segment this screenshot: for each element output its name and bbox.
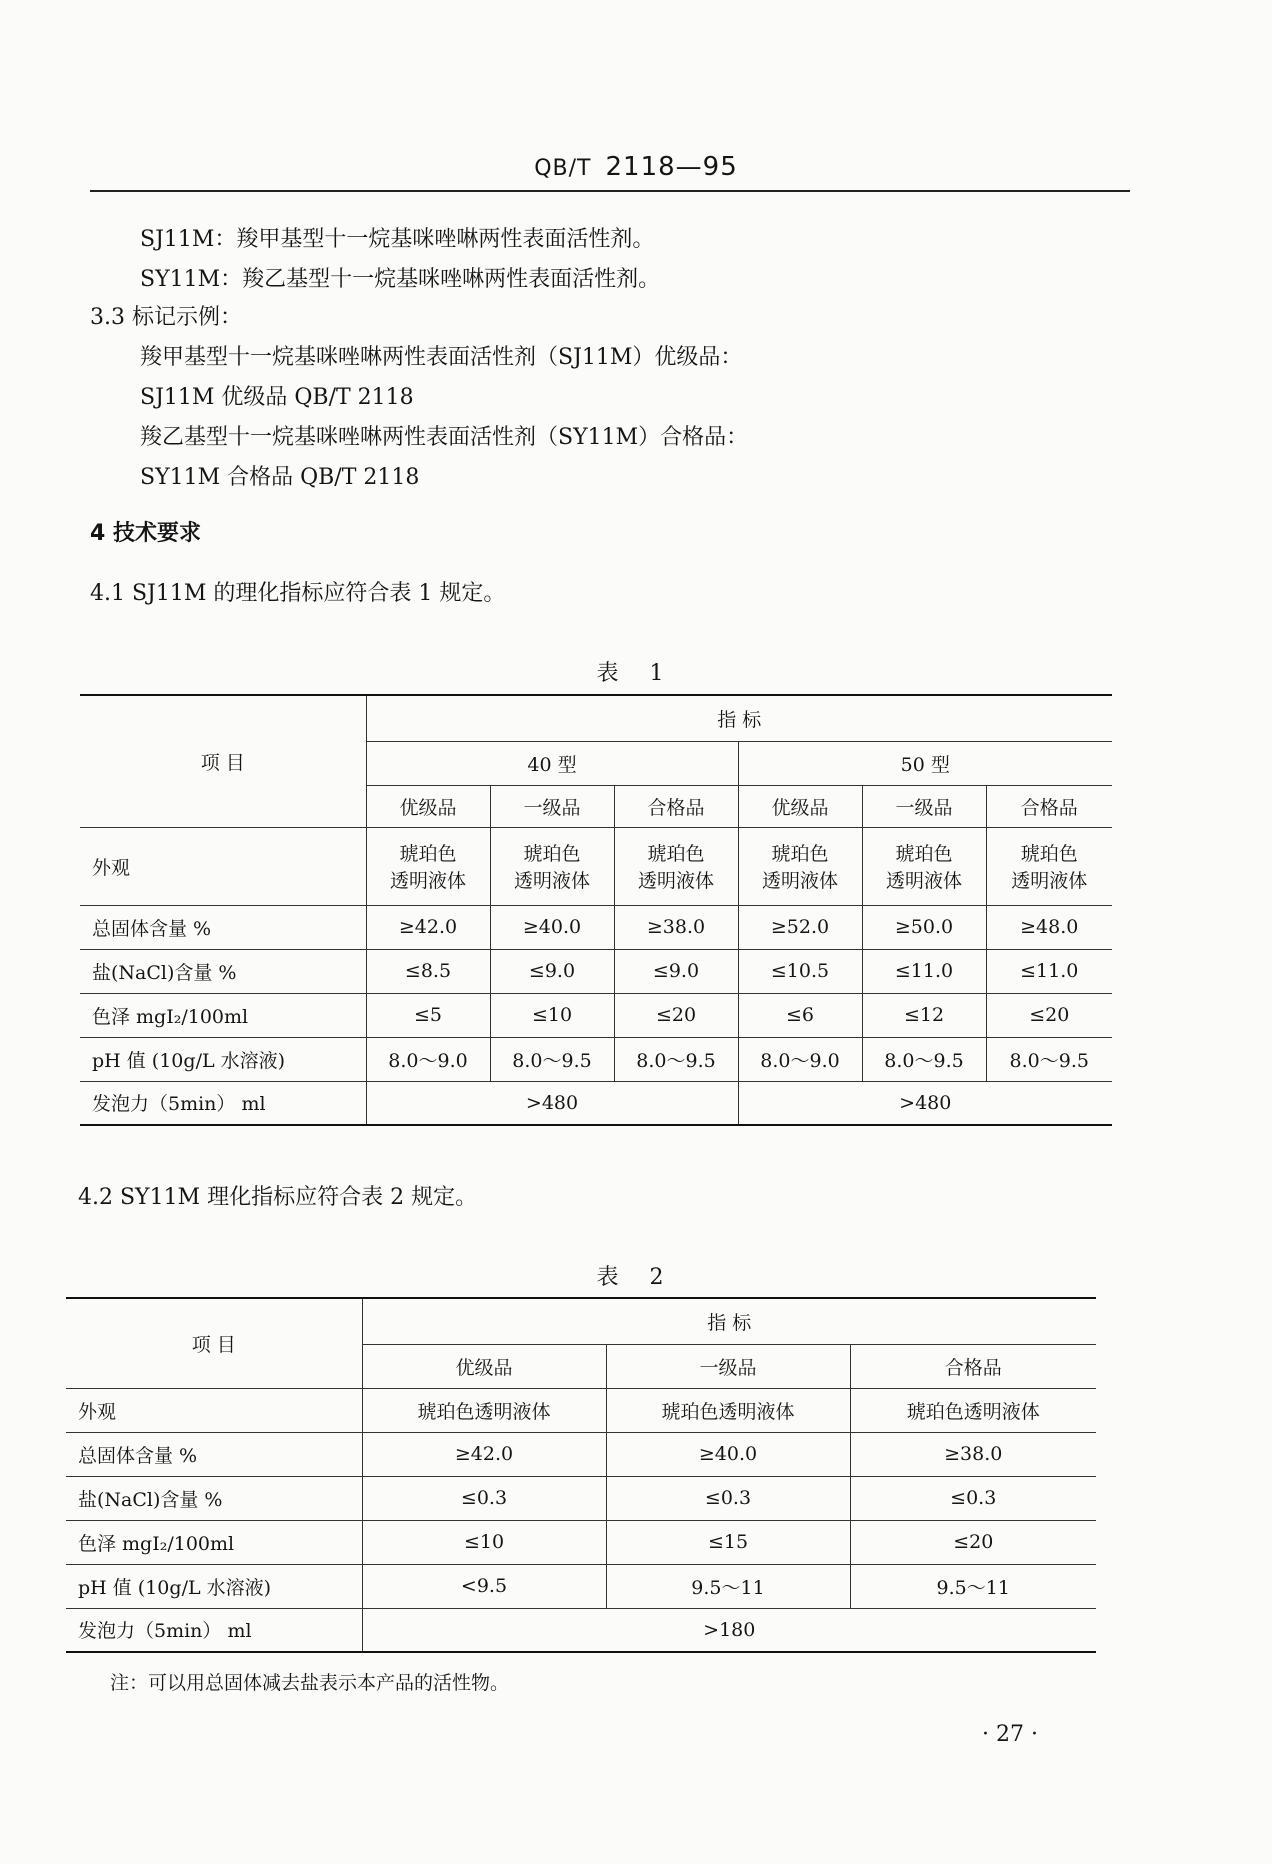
cell-line: 透明液体 (389, 870, 466, 892)
table2-item-header: 项 目 (66, 1298, 362, 1388)
page-header (0, 152, 1272, 182)
cell-line: 琥珀色 (895, 843, 953, 865)
table1-row (80, 993, 1112, 1037)
table1-cell: ≥38.0 (614, 905, 738, 949)
table2-caption: 表 2 (596, 1265, 676, 1290)
table1-cell: ≥42.0 (366, 905, 490, 949)
table1-grade-header: 一级品 (862, 785, 986, 827)
table2-row-label: pH 值 (10g/L 水溶液) (66, 1564, 362, 1608)
table2-row (66, 1520, 1096, 1564)
table1-cell: ≥48.0 (986, 905, 1112, 949)
cell-line: 琥珀色 (647, 843, 705, 865)
header-rule (90, 190, 1130, 192)
table1-cell: >480 (738, 1081, 1112, 1125)
table1-cell: ≤9.0 (614, 949, 738, 993)
table1-row-label: 总固体含量 % (80, 905, 366, 949)
marking-example-line: SJ11M 优级品 QB/T 2118 (140, 385, 414, 410)
intro-line-sy11m: SY11M：羧乙基型十一烷基咪唑啉两性表面活性剂。 (140, 267, 661, 292)
table2-cell: ≤10 (362, 1520, 606, 1564)
table2-cell: ≤0.3 (850, 1476, 1096, 1520)
table1-cell: ≥50.0 (862, 905, 986, 949)
table1-cell: ≤10 (490, 993, 614, 1037)
cell-line: 琥珀色 (399, 843, 457, 865)
table1-cell (862, 827, 986, 905)
section-4-1-text: 4.1 SJ11M 的理化指标应符合表 1 规定。 (90, 581, 506, 606)
marking-example-line: 羧乙基型十一烷基咪唑啉两性表面活性剂（SY11M）合格品： (140, 425, 749, 450)
table2-cell: ≤15 (606, 1520, 850, 1564)
section-4-heading-text: 4 技术要求 (90, 521, 201, 546)
table1-row-label: 发泡力（5min） ml (80, 1081, 366, 1125)
table1-cell: ≤12 (862, 993, 986, 1037)
page-number: · 27 · (982, 1722, 1038, 1747)
cell-line: 透明液体 (513, 870, 590, 892)
table1-cell: ≥40.0 (490, 905, 614, 949)
table1-cell (738, 827, 862, 905)
table1-grade-header: 合格品 (614, 785, 738, 827)
table2-grade-header: 合格品 (850, 1344, 1096, 1388)
table1 (80, 694, 1112, 1126)
standard-code: QB/T (534, 156, 592, 181)
table1-cell: 8.0～9.5 (614, 1037, 738, 1081)
table1-row (80, 949, 1112, 993)
table2-index-header: 指 标 (362, 1298, 1096, 1344)
table2-note: 注：可以用总固体减去盐表示本产品的活性物。 (110, 1672, 510, 1694)
table2-row-label: 外观 (66, 1388, 362, 1432)
table2-cell: ≥38.0 (850, 1432, 1096, 1476)
table2-cell: 琥珀色透明液体 (606, 1388, 850, 1432)
table1-row (80, 1037, 1112, 1081)
table1-cell: ≤8.5 (366, 949, 490, 993)
table1-row-appearance (80, 827, 1112, 905)
table2-row-label: 色泽 mgI₂/100ml (66, 1520, 362, 1564)
table1-cell: ≤11.0 (862, 949, 986, 993)
table1-item-header: 项 目 (80, 695, 366, 827)
section-3-3-heading: 3.3 标记示例： (90, 305, 242, 330)
table2-cell: ≤20 (850, 1520, 1096, 1564)
table2-cell: ≥40.0 (606, 1432, 850, 1476)
cell-line: 琥珀色 (523, 843, 581, 865)
table1-type40-header: 40 型 (366, 741, 738, 785)
table2-row (66, 1388, 1096, 1432)
table2-row-label: 盐(NaCl)含量 % (66, 1476, 362, 1520)
table2-cell: 9.5～11 (850, 1564, 1096, 1608)
table1-cell (614, 827, 738, 905)
table1-index-header: 指 标 (366, 695, 1112, 741)
cell-line: 透明液体 (637, 870, 714, 892)
table2-cell: <9.5 (362, 1564, 606, 1608)
table2 (66, 1297, 1096, 1653)
section-4-2-text: 4.2 SY11M 理化指标应符合表 2 规定。 (78, 1185, 478, 1210)
table1-caption: 表 1 (596, 661, 676, 686)
table2-grade-header: 优级品 (362, 1344, 606, 1388)
table1-cell: >480 (366, 1081, 738, 1125)
table2-cell: 9.5～11 (606, 1564, 850, 1608)
table1-row-label: 盐(NaCl)含量 % (80, 949, 366, 993)
table2-cell: 琥珀色透明液体 (850, 1388, 1096, 1432)
table1-cell: ≤9.0 (490, 949, 614, 993)
table2-cell: ≥42.0 (362, 1432, 606, 1476)
standard-number: 2118—95 (605, 152, 738, 182)
table1-cell: 8.0～9.0 (738, 1037, 862, 1081)
table1-cell: ≥52.0 (738, 905, 862, 949)
cell-line: 透明液体 (761, 870, 838, 892)
table2-cell: 琥珀色透明液体 (362, 1388, 606, 1432)
cell-line: 琥珀色 (1020, 843, 1078, 865)
table2-row (66, 1476, 1096, 1520)
table1-cell (490, 827, 614, 905)
table1-cell: 8.0～9.0 (366, 1037, 490, 1081)
table1-cell: ≤10.5 (738, 949, 862, 993)
marking-example-line: 羧甲基型十一烷基咪唑啉两性表面活性剂（SJ11M）优级品： (140, 345, 743, 370)
table2-row (66, 1432, 1096, 1476)
table2-row-label: 发泡力（5min） ml (66, 1608, 362, 1652)
section-4-heading (90, 516, 201, 547)
table1-cell: ≤11.0 (986, 949, 1112, 993)
table1-row (80, 905, 1112, 949)
table1-grade-header: 优级品 (738, 785, 862, 827)
table1-row-label: 色泽 mgI₂/100ml (80, 993, 366, 1037)
table1-cell: ≤20 (986, 993, 1112, 1037)
cell-line: 透明液体 (885, 870, 962, 892)
table1-cell: ≤6 (738, 993, 862, 1037)
table1-grade-header: 一级品 (490, 785, 614, 827)
table2-grade-header: 一级品 (606, 1344, 850, 1388)
table1-type50-header: 50 型 (738, 741, 1112, 785)
table1-cell (986, 827, 1112, 905)
marking-example-line: SY11M 合格品 QB/T 2118 (140, 465, 420, 490)
table2-cell: ≤0.3 (362, 1476, 606, 1520)
table1-cell: 8.0～9.5 (490, 1037, 614, 1081)
table1-cell: 8.0～9.5 (986, 1037, 1112, 1081)
intro-line-sj11m: SJ11M：羧甲基型十一烷基咪唑啉两性表面活性剂。 (140, 227, 655, 252)
cell-line: 琥珀色 (771, 843, 829, 865)
cell-line: 透明液体 (1011, 870, 1088, 892)
table1-row-foam (80, 1081, 1112, 1125)
table1-cell: ≤20 (614, 993, 738, 1037)
table2-cell: >180 (362, 1608, 1096, 1652)
table1-row-label: 外观 (80, 827, 366, 905)
table2-row-foam (66, 1608, 1096, 1652)
table2-cell: ≤0.3 (606, 1476, 850, 1520)
table2-row-label: 总固体含量 % (66, 1432, 362, 1476)
table1-row-label: pH 值 (10g/L 水溶液) (80, 1037, 366, 1081)
table1-grade-header: 合格品 (986, 785, 1112, 827)
table1-cell: ≤5 (366, 993, 490, 1037)
table1-grade-header: 优级品 (366, 785, 490, 827)
table1-cell: 8.0～9.5 (862, 1037, 986, 1081)
table2-row (66, 1564, 1096, 1608)
table1-cell (366, 827, 490, 905)
